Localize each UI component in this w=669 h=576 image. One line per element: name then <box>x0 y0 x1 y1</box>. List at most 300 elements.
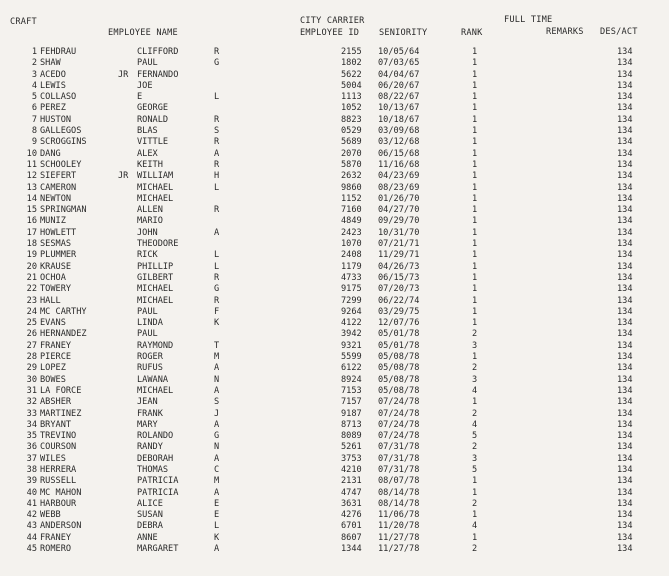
first-name: THOMAS <box>137 464 169 475</box>
des-act: 134 <box>617 80 633 91</box>
first-name: FERNANDO <box>137 69 179 80</box>
seniority-date: 06/15/68 <box>378 148 420 159</box>
row-number: 4 <box>31 80 37 91</box>
first-name: MARY <box>137 419 158 430</box>
employee-id: 1152 <box>341 193 362 204</box>
seniority-date: 04/26/73 <box>378 261 420 272</box>
table-row <box>0 262 669 273</box>
seniority-date: 11/29/71 <box>378 250 420 261</box>
des-act: 134 <box>617 476 633 487</box>
rank: 1 <box>472 148 478 159</box>
last-name: FEHDRAU <box>40 47 77 57</box>
first-name: THEODORE <box>137 239 179 250</box>
row-number: 24 <box>26 306 37 317</box>
row-number: 9 <box>31 137 37 148</box>
row-number: 10 <box>26 148 37 159</box>
last-name: MUNIZ <box>40 216 66 227</box>
table-row <box>0 510 669 521</box>
last-name: HERNANDEZ <box>40 329 87 340</box>
table-row <box>0 499 669 510</box>
first-name: WILLIAM <box>137 171 174 182</box>
first-name: KEITH <box>137 159 163 170</box>
last-name: BOWES <box>40 374 66 385</box>
row-number: 28 <box>26 352 37 363</box>
rank: 2 <box>472 363 478 374</box>
employee-id: 4747 <box>341 487 362 498</box>
first-name: ROGER <box>137 352 163 363</box>
employee-id: 5261 <box>341 442 362 453</box>
employee-id: 5599 <box>341 352 362 363</box>
seniority-date: 07/24/78 <box>378 419 420 430</box>
des-act: 134 <box>617 329 633 340</box>
rank: 4 <box>472 521 478 532</box>
last-name: BRYANT <box>40 419 72 430</box>
table-row <box>0 386 669 397</box>
seniority-date: 11/27/78 <box>378 532 420 543</box>
rank: 1 <box>472 103 478 114</box>
des-act: 134 <box>617 47 633 57</box>
rank: 1 <box>472 58 478 69</box>
employee-id: 7299 <box>341 295 362 306</box>
des-act: 134 <box>617 114 633 125</box>
last-name: HUSTON <box>40 114 72 125</box>
middle-initial: A <box>214 453 220 464</box>
table-row <box>0 194 669 205</box>
seniority-date: 10/13/67 <box>378 103 420 114</box>
rank: 2 <box>472 544 478 555</box>
row-number: 43 <box>26 521 37 532</box>
first-name: MICHAEL <box>137 284 174 295</box>
last-name: PIERCE <box>40 352 72 363</box>
employee-id: 7160 <box>341 205 362 216</box>
table-row <box>0 115 669 126</box>
table-row <box>0 533 669 544</box>
first-name: RANDY <box>137 442 163 453</box>
first-name: BLAS <box>137 126 158 137</box>
last-name: ABSHER <box>40 397 72 408</box>
rank: 4 <box>472 385 478 396</box>
seniority-date: 05/01/78 <box>378 340 420 351</box>
rank: 1 <box>472 295 478 306</box>
table-row <box>0 442 669 453</box>
row-number: 25 <box>26 318 37 329</box>
des-act: 134 <box>617 419 633 430</box>
first-name: ALLEN <box>137 205 163 216</box>
des-act: 134 <box>617 295 633 306</box>
rank: 1 <box>472 171 478 182</box>
middle-initial: K <box>214 532 220 543</box>
last-name: HOWLETT <box>40 227 77 238</box>
first-name: RONALD <box>137 114 169 125</box>
table-row <box>0 375 669 386</box>
table-row <box>0 431 669 442</box>
first-name: RICK <box>137 250 158 261</box>
rank: 1 <box>472 182 478 193</box>
first-name: ANNE <box>137 532 158 543</box>
des-act: 134 <box>617 272 633 283</box>
employee-id: 0529 <box>341 126 362 137</box>
table-row <box>0 465 669 476</box>
des-act: 134 <box>617 521 633 532</box>
last-name: NEWTON <box>40 193 72 204</box>
table-row <box>0 126 669 137</box>
middle-initial: R <box>214 205 220 216</box>
first-name: MARGARET <box>137 544 179 555</box>
last-name: SCHOOLEY <box>40 159 82 170</box>
rank: 1 <box>472 261 478 272</box>
rank: 1 <box>472 69 478 80</box>
des-act: 134 <box>617 442 633 453</box>
employee-id: 2632 <box>341 171 362 182</box>
header-employee-name: EMPLOYEE NAME <box>108 28 178 38</box>
seniority-date: 11/06/78 <box>378 510 420 521</box>
last-name: PEREZ <box>40 103 66 114</box>
table-row <box>0 544 669 555</box>
row-number: 30 <box>26 374 37 385</box>
des-act: 134 <box>617 431 633 442</box>
employee-id: 5004 <box>341 80 362 91</box>
employee-id: 7153 <box>341 385 362 396</box>
last-name: TOWERY <box>40 284 72 295</box>
table-row <box>0 307 669 318</box>
rank: 1 <box>472 532 478 543</box>
employee-id: 1802 <box>341 58 362 69</box>
des-act: 134 <box>617 374 633 385</box>
first-name: MICHAEL <box>137 193 174 204</box>
rank: 4 <box>472 419 478 430</box>
first-name: VITTLE <box>137 137 169 148</box>
rank: 1 <box>472 92 478 103</box>
des-act: 134 <box>617 385 633 396</box>
seniority-date: 06/20/67 <box>378 80 420 91</box>
rank: 1 <box>472 397 478 408</box>
first-name: ALEX <box>137 148 158 159</box>
rank: 1 <box>472 193 478 204</box>
des-act: 134 <box>617 182 633 193</box>
rank: 3 <box>472 453 478 464</box>
row-number: 45 <box>26 544 37 555</box>
first-name: MICHAEL <box>137 385 174 396</box>
row-number: 12 <box>26 171 37 182</box>
employee-id: 5870 <box>341 159 362 170</box>
seniority-date: 07/03/65 <box>378 58 420 69</box>
first-name: FRANK <box>137 408 163 419</box>
last-name: TREVINO <box>40 431 77 442</box>
last-name: ANDERSON <box>40 521 82 532</box>
employee-id: 4849 <box>341 216 362 227</box>
row-number: 14 <box>26 193 37 204</box>
employee-id: 2423 <box>341 227 362 238</box>
row-number: 3 <box>31 69 37 80</box>
des-act: 134 <box>617 510 633 521</box>
table-row <box>0 341 669 352</box>
last-name: ACEDO <box>40 69 66 80</box>
employee-id: 9175 <box>341 284 362 295</box>
middle-initial: G <box>214 58 220 69</box>
table-row <box>0 284 669 295</box>
rank: 2 <box>472 498 478 509</box>
seniority-date: 11/20/78 <box>378 521 420 532</box>
des-act: 134 <box>617 306 633 317</box>
seniority-date: 08/14/78 <box>378 498 420 509</box>
row-number: 20 <box>26 261 37 272</box>
employee-id: 4276 <box>341 510 362 521</box>
rank: 5 <box>472 464 478 475</box>
table-row <box>0 273 669 284</box>
rank: 2 <box>472 329 478 340</box>
table-row <box>0 318 669 329</box>
first-name: MARIO <box>137 216 163 227</box>
des-act: 134 <box>617 227 633 238</box>
rank: 1 <box>472 306 478 317</box>
des-act: 134 <box>617 216 633 227</box>
seniority-date: 10/18/67 <box>378 114 420 125</box>
seniority-date: 05/08/78 <box>378 374 420 385</box>
table-row <box>0 216 669 227</box>
rank: 1 <box>472 114 478 125</box>
rank: 3 <box>472 374 478 385</box>
seniority-date: 04/27/70 <box>378 205 420 216</box>
row-number: 35 <box>26 431 37 442</box>
middle-initial: K <box>214 318 220 329</box>
table-row <box>0 183 669 194</box>
row-number: 32 <box>26 397 37 408</box>
last-name: RUSSELL <box>40 476 77 487</box>
table-row <box>0 420 669 431</box>
first-name: ROLANDO <box>137 431 174 442</box>
rank: 1 <box>472 510 478 521</box>
seniority-date: 06/22/74 <box>378 295 420 306</box>
seniority-date: 07/31/78 <box>378 453 420 464</box>
middle-initial: H <box>214 171 220 182</box>
middle-initial: A <box>214 148 220 159</box>
name-suffix: JR <box>118 171 129 182</box>
last-name: LOPEZ <box>40 363 66 374</box>
middle-initial: N <box>214 374 220 385</box>
seniority-date: 05/01/78 <box>378 329 420 340</box>
last-name: LA FORCE <box>40 385 82 396</box>
last-name: CAMERON <box>40 182 77 193</box>
des-act: 134 <box>617 487 633 498</box>
last-name: SCROGGINS <box>40 137 87 148</box>
table-row <box>0 171 669 182</box>
employee-id: 5622 <box>341 69 362 80</box>
middle-initial: A <box>214 544 220 555</box>
employee-id: 8607 <box>341 532 362 543</box>
first-name: MICHAEL <box>137 295 174 306</box>
middle-initial: M <box>214 476 220 487</box>
seniority-date: 04/23/69 <box>378 171 420 182</box>
first-name: PATRICIA <box>137 476 179 487</box>
row-number: 38 <box>26 464 37 475</box>
row-number: 31 <box>26 385 37 396</box>
last-name: HERRERA <box>40 464 77 475</box>
first-name: SUSAN <box>137 510 163 521</box>
table-row <box>0 205 669 216</box>
middle-initial: F <box>214 306 220 317</box>
seniority-date: 08/23/69 <box>378 182 420 193</box>
des-act: 134 <box>617 103 633 114</box>
table-row <box>0 296 669 307</box>
last-name: MARTINEZ <box>40 408 82 419</box>
des-act: 134 <box>617 453 633 464</box>
middle-initial: L <box>214 261 220 272</box>
seniority-date: 07/21/71 <box>378 239 420 250</box>
seniority-date: 11/27/78 <box>378 544 420 555</box>
first-name: PAUL <box>137 306 158 317</box>
des-act: 134 <box>617 261 633 272</box>
seniority-date: 07/24/78 <box>378 397 420 408</box>
rank: 1 <box>472 205 478 216</box>
table-row <box>0 409 669 420</box>
seniority-date: 09/29/70 <box>378 216 420 227</box>
last-name: HALL <box>40 295 61 306</box>
row-number: 7 <box>31 114 37 125</box>
des-act: 134 <box>617 58 633 69</box>
first-name: CLIFFORD <box>137 47 179 57</box>
row-number: 2 <box>31 58 37 69</box>
seniority-date: 08/14/78 <box>378 487 420 498</box>
des-act: 134 <box>617 239 633 250</box>
row-number: 36 <box>26 442 37 453</box>
table-row <box>0 397 669 408</box>
row-number: 5 <box>31 92 37 103</box>
rank: 2 <box>472 442 478 453</box>
name-suffix: JR <box>118 69 129 80</box>
rank: 5 <box>472 431 478 442</box>
last-name: PLUMMER <box>40 250 77 261</box>
header-full-time: FULL TIME <box>504 15 553 25</box>
first-name: JOHN <box>137 227 158 238</box>
middle-initial: J <box>214 408 220 419</box>
seniority-date: 05/08/78 <box>378 385 420 396</box>
employee-id: 4733 <box>341 272 362 283</box>
first-name: GILBERT <box>137 272 174 283</box>
middle-initial: R <box>214 114 220 125</box>
des-act: 134 <box>617 498 633 509</box>
employee-id: 2155 <box>341 47 362 57</box>
last-name: MC MAHON <box>40 487 82 498</box>
des-act: 134 <box>617 464 633 475</box>
middle-initial: A <box>214 363 220 374</box>
middle-initial: S <box>214 397 220 408</box>
first-name: PHILLIP <box>137 261 174 272</box>
employee-id: 9264 <box>341 306 362 317</box>
first-name: LAWANA <box>137 374 169 385</box>
row-number: 6 <box>31 103 37 114</box>
table-row <box>0 228 669 239</box>
row-number: 22 <box>26 284 37 295</box>
row-number: 11 <box>26 159 37 170</box>
rank: 3 <box>472 340 478 351</box>
row-number: 40 <box>26 487 37 498</box>
rank: 1 <box>472 216 478 227</box>
row-number: 16 <box>26 216 37 227</box>
row-number: 42 <box>26 510 37 521</box>
employee-id: 8924 <box>341 374 362 385</box>
row-number: 39 <box>26 476 37 487</box>
table-row <box>0 58 669 69</box>
header-remarks: REMARKS <box>546 27 584 37</box>
des-act: 134 <box>617 69 633 80</box>
table-row <box>0 488 669 499</box>
rank: 1 <box>472 272 478 283</box>
table-row <box>0 476 669 487</box>
employee-id: 9187 <box>341 408 362 419</box>
first-name: PAUL <box>137 329 158 340</box>
seniority-date: 12/07/76 <box>378 318 420 329</box>
employee-id: 8823 <box>341 114 362 125</box>
table-row <box>0 239 669 250</box>
last-name: MC CARTHY <box>40 306 87 317</box>
middle-initial: R <box>214 47 220 57</box>
header-city-carrier: CITY CARRIER <box>300 16 365 26</box>
rank: 2 <box>472 408 478 419</box>
rank: 1 <box>472 476 478 487</box>
last-name: SPRINGMAN <box>40 205 87 216</box>
des-act: 134 <box>617 171 633 182</box>
middle-initial: A <box>214 419 220 430</box>
des-act: 134 <box>617 318 633 329</box>
row-number: 34 <box>26 419 37 430</box>
employee-id: 1179 <box>341 261 362 272</box>
middle-initial: R <box>214 272 220 283</box>
last-name: FRANEY <box>40 340 72 351</box>
rank: 1 <box>472 159 478 170</box>
rank: 1 <box>472 284 478 295</box>
row-number: 27 <box>26 340 37 351</box>
row-number: 13 <box>26 182 37 193</box>
row-number: 15 <box>26 205 37 216</box>
rank: 1 <box>472 487 478 498</box>
middle-initial: L <box>214 182 220 193</box>
middle-initial: L <box>214 250 220 261</box>
seniority-date: 10/31/70 <box>378 227 420 238</box>
rank: 1 <box>472 80 478 91</box>
row-number: 41 <box>26 498 37 509</box>
rank: 1 <box>472 250 478 261</box>
last-name: COLLASO <box>40 92 77 103</box>
employee-id: 5689 <box>341 137 362 148</box>
row-number: 23 <box>26 295 37 306</box>
employee-id: 3753 <box>341 453 362 464</box>
des-act: 134 <box>617 148 633 159</box>
seniority-date: 03/12/68 <box>378 137 420 148</box>
des-act: 134 <box>617 544 633 555</box>
last-name: SESMAS <box>40 239 72 250</box>
employee-list <box>0 47 669 555</box>
des-act: 134 <box>617 340 633 351</box>
row-number: 17 <box>26 227 37 238</box>
seniority-date: 04/04/67 <box>378 69 420 80</box>
employee-id: 6701 <box>341 521 362 532</box>
first-name: E <box>137 92 143 103</box>
seniority-date: 07/24/78 <box>378 431 420 442</box>
employee-id: 1052 <box>341 103 362 114</box>
middle-initial: A <box>214 385 220 396</box>
des-act: 134 <box>617 284 633 295</box>
seniority-date: 07/20/73 <box>378 284 420 295</box>
employee-id: 4122 <box>341 318 362 329</box>
last-name: DANG <box>40 148 61 159</box>
last-name: WILES <box>40 453 66 464</box>
des-act: 134 <box>617 137 633 148</box>
rank: 1 <box>472 227 478 238</box>
row-number: 33 <box>26 408 37 419</box>
table-row <box>0 81 669 92</box>
first-name: JEAN <box>137 397 158 408</box>
middle-initial: G <box>214 431 220 442</box>
